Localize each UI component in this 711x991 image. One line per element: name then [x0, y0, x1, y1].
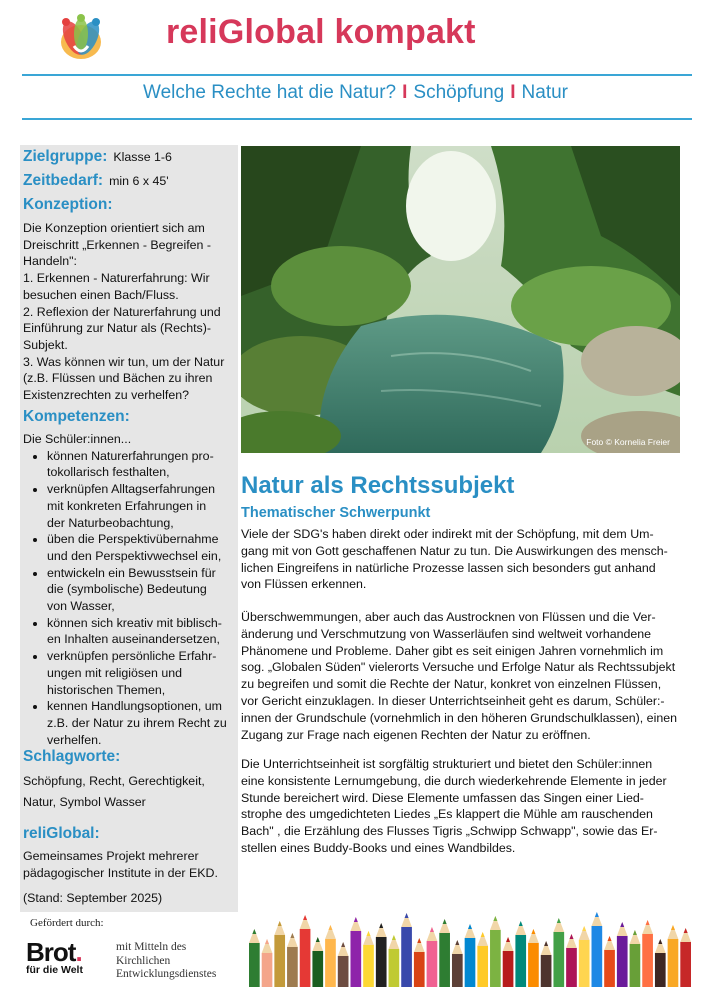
article-paragraph-3: Die Unterrichtseinheit ist sorgfältig strukturiert und bietet den Schüler:innen eine konsistente Lernumgebung, die durch wiederkehrende Elemente in jeder Stunde bereichert wird. Diese Elemente umfassen das Singen einer Lied- strophe des umgedichteten Liedes „Es klappert die Mühle am rauschenden Bach" , die Erzählung des Flusses Tigris „Schwipp Schwapp", sowie das Er- stellen eines Buddy-Books und eines Wandbildes. — [241, 757, 667, 855]
kompetenzen-heading: Kompetenzen: — [23, 408, 130, 425]
zeitbedarf-value: min 6 x 45' — [109, 174, 169, 188]
pencil — [490, 916, 501, 987]
zielgruppe-row — [23, 149, 236, 166]
subtitle-schoepfung: Schöpfung — [413, 82, 505, 103]
list-item: • üben die Perspektivübernahme und den Perspektivwechsel ein, — [47, 531, 236, 564]
pencil — [503, 937, 514, 987]
article-title: Natur als Rechtssubjekt — [241, 472, 515, 499]
konzeption-line: 1. Erkennen - Naturerfahrung: Wir — [23, 271, 210, 286]
pencil — [325, 925, 336, 987]
konzeption-line: Subjekt. — [23, 337, 68, 352]
article-paragraph-1: Viele der SDG's haben direkt oder indirekt mit der Schöpfung, mit dem Um- gang mit von Gott geschaffenen Natur zu tun. Die Auswirkungen des mensch- lichen Eingreifens in natürliche Prozesse lassen sich besonders gut anhand von Flüssen erkennen. — [241, 527, 668, 592]
river-photo — [241, 146, 680, 453]
article-subtitle: Thematischer Schwerpunkt — [241, 505, 431, 521]
pencil — [414, 938, 425, 987]
konzeption-line: besuchen einen Bach/Fluss. — [23, 287, 179, 302]
pencil — [515, 921, 526, 987]
religlobal-line: Gemeinsames Projekt mehrerer — [23, 849, 199, 863]
konzeption-line: Einführung zur Natur als (Rechts)- — [23, 321, 211, 336]
konzeption-line: Dreischritt „Erkennen - Begreifen - — [23, 237, 211, 252]
pencil — [553, 918, 564, 987]
photo-credit: Foto © Kornelia Freier — [586, 437, 670, 447]
subtitle-natur: Natur — [521, 82, 568, 103]
header-divider-top — [22, 74, 692, 76]
schlagworte-line: Schöpfung, Recht, Gerechtigkeit, — [23, 774, 205, 788]
religlobal-line: pädagogischer Institute in der EKD. — [23, 865, 218, 880]
pencil — [376, 923, 387, 987]
zeitbedarf-label: Zeitbedarf: — [23, 172, 104, 189]
pencil — [528, 929, 539, 987]
subtitle-separator: I — [402, 82, 408, 103]
konzeption-line: 2. Reflexion der Naturerfahrung und — [23, 304, 221, 319]
konzeption-heading: Konzeption: — [23, 196, 113, 213]
pencil — [287, 933, 298, 987]
pencil — [566, 934, 577, 987]
pencil — [579, 926, 590, 987]
list-item: • können Naturerfahrungen pro- tokollarisch festhalten, — [47, 448, 236, 481]
page-subtitle — [0, 82, 711, 104]
funded-by-label: Gefördert durch: — [30, 917, 104, 929]
pencil — [300, 915, 311, 987]
brot-word: Brot — [26, 937, 76, 967]
list-item: • verknüpfen Alltagserfahrungen mit konkreten Erfahrungen in der Naturbeobachtung, — [47, 481, 236, 531]
pencil — [465, 924, 476, 987]
page-title: reliGlobal kompakt — [166, 13, 476, 51]
religlobal-heading: reliGlobal: — [23, 825, 100, 842]
colored-pencils-illustration — [248, 895, 692, 987]
religlobal-text — [23, 848, 236, 881]
river-landscape-image — [241, 146, 680, 453]
schlagworte-line: Natur, Symbol Wasser — [23, 795, 146, 809]
header-divider-bottom — [22, 118, 692, 120]
brot-fuer-die-welt-logo — [26, 937, 83, 976]
list-item: • kennen Handlungsoptionen, um z.B. der Natur zu ihrem Recht zu verhelfen. — [47, 698, 236, 748]
pencil — [401, 913, 412, 987]
pencil — [617, 922, 628, 987]
pencil — [668, 925, 679, 987]
pencil — [604, 936, 615, 987]
konzeption-line: 3. Was können wir tun, um der Natur — [23, 354, 225, 369]
pencil — [350, 917, 361, 987]
pencil — [630, 930, 641, 987]
pencil — [439, 919, 450, 987]
pencil — [642, 920, 653, 987]
list-item: • können sich kreativ mit biblisch- en Inhalten auseinandersetzen, — [47, 615, 236, 648]
zielgruppe-value: Klasse 1-6 — [113, 150, 172, 164]
article-paragraph-2: Überschwemmungen, aber auch das Austrocknen von Flüssen und die Ver- änderung und Verschmutzung von Wasserläufen sind weltweit vorhandene Phänomene und Probleme. Daher gibt es seit einigen Jahren vornehmlich im sog. „Globalen Süden" vielerorts Versuche und Erfolge Natur als Rechtssubjekt zu begreifen und somit die Rechte der Natur, konkret von einzelnen Flüssen, vor Gericht einzuklagen. In dieser Unterrichtseinheit geht es darum, Schüler:- innen der Grundschule (vornehmlich in den höheren Grundschulklassen), einen Zugang zur Frage nach eigenen Rechten der Natur zu eröffnen. — [241, 610, 677, 742]
pencil — [592, 912, 603, 987]
pencil — [680, 928, 691, 987]
pencil — [312, 937, 323, 987]
pencil — [274, 921, 285, 987]
konzeption-text — [23, 220, 236, 404]
pencil — [262, 939, 273, 987]
schlagworte-heading: Schlagworte: — [23, 748, 121, 765]
pencil — [452, 940, 463, 987]
stand-date: (Stand: September 2025) — [23, 891, 163, 905]
pencil — [477, 932, 488, 987]
pencil — [389, 935, 400, 987]
pencil — [427, 927, 438, 987]
kompetenzen-intro: Die Schüler:innen... — [23, 432, 132, 446]
pencil — [338, 942, 349, 987]
konzeption-line: Existenzrechten zu verhelfen? — [23, 388, 189, 403]
pencil — [363, 931, 374, 987]
kompetenzen-block — [23, 431, 236, 748]
brot-dot-icon: . — [75, 937, 82, 967]
list-item: • entwickeln ein Bewusstsein für die (symbolische) Bedeutung von Wasser, — [47, 565, 236, 615]
pencil — [541, 941, 552, 987]
konzeption-line: (z.B. Flüssen und Bächen zu ihren — [23, 371, 213, 386]
konzeption-line: Handeln": — [23, 254, 77, 269]
zielgruppe-label: Zielgruppe: — [23, 148, 108, 165]
list-item: • verknüpfen persönliche Erfahr- ungen mit religiösen und historischen Themen, — [47, 648, 236, 698]
pencil — [655, 939, 666, 987]
kompetenzen-list — [23, 448, 236, 749]
schlagworte-text — [23, 771, 236, 813]
funding-note: mit Mitteln des Kirchlichen Entwicklungsdienstes — [116, 941, 217, 980]
konzeption-line: Die Konzeption orientiert sich am — [23, 221, 205, 235]
subtitle-separator: I — [510, 82, 516, 103]
brot-tagline: für die Welt — [26, 964, 83, 976]
religlobal-logo-icon — [52, 12, 110, 64]
subtitle-question: Welche Rechte hat die Natur? — [142, 82, 397, 103]
zeitbedarf-row — [23, 173, 236, 190]
pencil — [249, 929, 260, 987]
